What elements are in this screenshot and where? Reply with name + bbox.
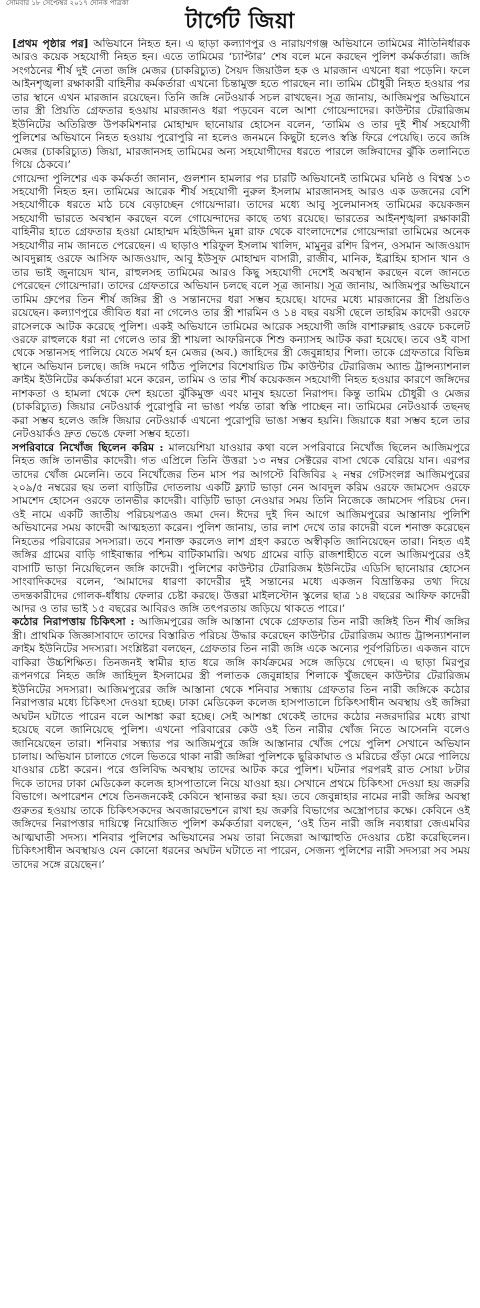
paragraph-text: মালয়েশিয়া যাওয়ার কথা বলে সপরিবারে নিখোঁজ ছিলেন আজিমপুরে নিহত জঙ্গি তানভীর কাদেরী। গত এপ্রিলে তিনি উত্তরা ১৩ নম্বর সেক্টরের বাসা থেকে বেরিয়ে যান। এরপর তাদের খোঁজ মেলেনি। তবে নিখোঁজের তিন মাস পর আগস্টে বিজিবির ২ নম্বর গেটসংলগ্ন আজিমপুরের ২০৯/৫ নম্বরের ছয় তলা বাড়িটির দোতলায় একটি ফ্ল্যাট ভাড়া নেন আবদুল করিম ওরফে জামসেদ ওরফে সামশেদ হোসেন ওরফে তানভীর কাদেরী। বাড়িটি ভাড়া নেওয়ার সময় তিনি নিজেকে জামসেদ পরিচয় দেন। ওই নামে একটি জাতীয় পরিচয়পত্রও জমা দেন। ঈদের দুই দিন আগে আজিমপুরের আস্তানায় পুলিশি অভিযানের সময় কাদেরী আত্মহত্যা করেন। পুলিশ জানায়, তার লাশ দেখে তার কাদেরী বলে শনাক্ত করেছেন নিহতের পরিবারের সদস্যরা। তবে শনাক্ত করলেও লাশ গ্রহণ করতে অস্বীকৃতি জানিয়েছেন তারা। নিহত এই জঙ্গির গ্রামের বাড়ি গাইবান্ধার পশ্চিম বাটিকামারি। অথচ গ্রামের বাড়ি রাজশাহীতে বলে আজিমপুরের ওই বাসাটি ভাড়া নিয়েছিলেন জঙ্গি কাদেরী। পুলিশের কাউন্টার টেরারিজম ইউনিটের এডিসি ছানোয়ার হোসেন সাংবাদিকদের বলেন, ‘আমাদের ধারণা কাদেরীর দুই সন্তানের মধ্যে একজন বিভ্রান্তিকর তথ্য দিয়ে তদন্তকারীদের গোলক-ধাঁধায় ফেলার চেষ্টা করছে। উত্তরা মাইলস্টোন স্কুলের ছাত্র ১৪ বছরের আফিফ কাদেরী আদর ও তার ভাই ১৫ বছরের আবিরও জঙ্গি তৎপরতায় জড়িয়ে থাকতে পারে।’ bbox=[12, 441, 470, 616]
paragraph-text: আজিমপুরের জঙ্গি আস্তানা থেকে গ্রেফতার তিন নারী জঙ্গিই তিন শীর্ষ জঙ্গির স্ত্রী। প্রাথমিক জিজ্ঞাসাবাদে তাদের বিস্তারিত পরিচয় উদ্ধার করেছেন কাউন্টার টেরারিজম অ্যান্ড ট্রান্সন্যাশনাল ক্রাইম ইউনিটের সদস্যরা। সংশ্লিষ্টরা বলছেন, গ্রেফতার তিন নারী জঙ্গি একে অন্যের পূর্বপরিচিত। একজন বাদে বাকিরা উচ্চশিক্ষিত। তিনজনই স্বামীর হাত ধরে জঙ্গি কার্যক্রমের সঙ্গে জড়িয়ে গেছেন। এ ছাড়া মিরপুর রূপনগরে নিহত জঙ্গি জাহিদুল ইসলামের স্ত্রী পলাতক জেবুন্নাহার শিলাকে খুঁজছেন কাউন্টার টেরারিজম ইউনিটের সদস্যরা। আজিমপুরের জঙ্গি আস্তানা থেকে শনিবার সন্ধ্যায় গ্রেফতার তিন নারী জঙ্গিকে কঠোর নিরাপত্তার মধ্যে চিকিৎসা দেওয়া হচ্ছে। ঢাকা মেডিকেল কলেজ হাসপাতালে চিকিৎসাধীন অবস্থায় ওই জঙ্গিরা অঘটন ঘটাতে পারেন বলে আশঙ্কা করা হচ্ছে। সেই আশঙ্কা থেকেই তাদের কঠোর নজরদারির মধ্যে রাখা হয়েছে বলে জানিয়েছে পুলিশ। এখনো পরিবারের কেউ ওই তিন নারীর খোঁজ নিতে আসেননি বলেও জানিয়েছেন তারা। শনিবার সন্ধ্যার পর আজিমপুরে জঙ্গি আস্তানার খোঁজ পেয়ে পুলিশ সেখানে অভিযান চালায়। অভিযান চালাতে গেলে ভিতরে থাকা নারী জঙ্গিরা পুলিশকে ছুরিকাঘাত ও মরিচের গুঁড়া মেরে পালিয়ে যাওয়ার চেষ্টা করেন। পরে গুলিবিদ্ধ অবস্থায় তাদের আটক করে পুলিশ। ঘটনার পরপরই রাত সোয়া ৮টার দিকে তাদের ঢাকা মেডিকেল কলেজ হাসপাতালে নিয়ে যাওয়া হয়। সেখানে প্রথমে চিকিৎসা দেওয়া হয় জরুরি বিভাগে। অপারেশন শেষে তিনজনকেই কেবিনে স্থানান্তর করা হয়। তবে জেবুন্নাহার নামের নারী জঙ্গির অবস্থা গুরুতর হওয়ায় তাকে চিকিৎসকদের অবজারভেশনে রাখা হয় জরুরি বিভাগের অস্ত্রোপচার কক্ষে। কেবিনে ওই জঙ্গিদের নিরাপত্তার দায়িত্বে নিয়োজিত পুলিশ কর্মকর্তারা বলছেন, ‘ওই তিন নারী জঙ্গি নব্যধারা জেএমবির আত্মঘাতী সদস্য। শনিবার পুলিশের অভিযানের সময় তারা নিজেরা আত্মাহুতি দেওয়ার চেষ্টা করেছিলেন। চিকিৎসাধীন অবস্থায়ও যেন কোনো ধরনের অঘটন ঘটাতে না পারেন, সেজন্য পুলিশের নারী সদস্যরা সব সময় তাদের সঙ্গে রয়েছেন।’ bbox=[12, 616, 470, 871]
paragraph-treatment bbox=[12, 616, 470, 872]
paragraph-lead: কঠোর নিরাপত্তায় চিকিৎসা : bbox=[12, 616, 135, 629]
paragraph-intro bbox=[12, 38, 470, 173]
paragraph-lead: [প্রথম পৃষ্ঠার পর] bbox=[12, 38, 89, 50]
paragraph-network bbox=[12, 173, 470, 442]
paragraph-karim bbox=[12, 442, 470, 617]
paragraph-text: গোয়েন্দা পুলিশের এক কর্মকর্তা জানান, গুলশান হামলার পর চারটি অভিযানেই তামিমের ঘনিষ্ঠ ও বিশ্বস্ত ১৩ সহযোগী নিহত হন। তামিমের আরেক শীর্ষ সহযোগী নুরুল ইসলাম মারজানসহ আরও এক ডজনের বেশি সহযোগীকে ধরতে মাঠ চষে বেড়াচ্ছেন গোয়েন্দারা। তাদের মধ্যে আবু সুলেমানসহ তামিমের কয়েকজন সহযোগী ভারতে অবস্থান করছেন বলে গোয়েন্দাদের কাছে তথ্য রয়েছে। ভারতের আইনশৃঙ্খলা রক্ষাকারী বাহিনীর হাতে গ্রেফতার হওয়া মোহাম্মদ মহিউদ্দিন মুন্না রাফ থেকে বাংলাদেশের গোয়েন্দারা তামিমের অনেক সহযোগীর নাম জানতে পেরেছেন। এ ছাড়াও শরিফুল ইসলাম খালিদ, মামুনুর রশিদ রিপন, ওসমান আজওয়াদ আবদুল্লাহ ওরফে আসিফ আজওয়াদ, আবু ইউসুফ মোহাম্মদ বাসারী, রাজীব, মানিক, ইব্রাহিম হাসান খান ও তার ভাই জুনায়েদ খান, রাহুলসহ তামিমের আরও কিছু সহযোগী দেশেই অবস্থান করছেন বলে জানতে পেরেছেন গোয়েন্দারা। তাদের গ্রেফতারে অভিযান চলছে বলে সূত্র জানায়। সূত্র জানায়, আজিমপুর অভিযানে তামিম গ্রুপের তিন শীর্ষ জঙ্গির স্ত্রী ও সন্তানদের ধরা সম্ভব হয়েছে। যাদের মধ্যে মারজানের স্ত্রী প্রিয়তিও রয়েছেন। কল্যাণপুরে জীবিত ধরা না গেলেও তার স্ত্রী শারমিন ও ১৪ বছর বয়সী ছেলে তাহরিম কাদেরী ওরফে রাসেলকে আটক করেছে পুলিশ। একই অভিযানে তামিমের আরেক সহযোগী জঙ্গি বাশারুল্লাহ ওরফে চকলেট ওরফে রাহুলকে ধরা না গেলেও তার স্ত্রী শায়লা আফরিনকে শিশু কন্যাসহ আটক করা হয়েছে। তবে ওই বাসা থেকে সন্তানসহ পালিয়ে যেতে সমর্থ হন মেজর (অব.) জাহিদের স্ত্রী জেবুন্নাহার শিলা। তাকে গ্রেফতারে বিভিন্ন স্থানে অভিযান চলছে। জঙ্গি দমনে গঠিত পুলিশের বিশেষায়িত টিম কাউন্টার টেরারিজম অ্যান্ড ট্রান্সন্যাশনাল ক্রাইম ইউনিটের কর্মকর্তারা মনে করেন, তামিম ও তার শীর্ষ কয়েকজন সহযোগী নিহত হওয়ার কারণে জঙ্গিদের নাশকতা ও হামলা থেকে দেশ হয়তো ঝুঁকিমুক্ত এবং মানুষ হয়তো নিরাপদ। কিন্তু তামিম চৌধুরী ও মেজর (চাকরিচ্যুত) জিয়ার নেটওয়ার্ক পুরোপুরি না ভাঙা পর্যন্ত তারা স্বস্তি পাচ্ছেন না। তামিমের নেটওয়ার্ক তছনছ করা সম্ভব হলেও জঙ্গি জিয়ার নেটওয়ার্ক এখনো পুরোপুরি ভাঙা সম্ভব হয়নি। জিয়াকে ধরা সম্ভব হলে তার নেটওয়ার্কও দ্রুত ভেঙে ফেলা সম্ভব হতো। bbox=[12, 172, 470, 441]
page-top-strip: সোমবার ১৮ সেপ্টেম্বর ২০১৭ দৈনিক পত্রিকা bbox=[6, 0, 129, 6]
article-body bbox=[12, 38, 470, 1304]
paragraph-lead: সপরিবারে নিখোঁজ ছিলেন করিম : bbox=[12, 441, 164, 454]
paragraph-text: অভিযানে নিহত হন। এ ছাড়া কল্যাণপুর ও নারায়ণগঞ্জ অভিযানে তামিমের নীতিনির্ধারক আরও কয়েক সহযোগী নিহত হন। এতে তামিমের ‘চ্যাপ্টার’ শেষ বলে মনে করছেন পুলিশ কর্মকর্তারা। জঙ্গি সংগঠনের শীর্ষ দুই নেতা জঙ্গি মেজর (চাকরিচ্যুত) সৈয়দ জিয়াউল হক ও মারজান এখনো ধরা পড়েনি। ফলে আইনশৃঙ্খলা রক্ষাকারী বাহিনীর কর্মকর্তারা এখনো চিন্তামুক্ত হতে পারছেন না। তামিম চৌধুরী নিহত হওয়ার পর তার স্থানে এখন মারজান রয়েছেন। তিনি জঙ্গি নেটওয়ার্ক সচল রাখছেন। সূত্র জানায়, আজিমপুর অভিযানে তার স্ত্রী প্রিয়তি গ্রেফতার হওয়ায় মারজানও ধরা পড়বেন বলে আশা গোয়েন্দাদের। কাউন্টার টেরারিজম ইউনিটের অতিরিক্ত উপকমিশনার মোহাম্মদ ছানোয়ার হোসেন বলেন, ‘তামিম ও তার দুই শীর্ষ সহযোগী পুলিশের অভিযানে নিহত হওয়ায় পুরোপুরি না হলেও জনমনে কিছুটা হলেও স্বস্তি ফিরে পেয়েছি। তবে জঙ্গি মেজর (চাকরিচ্যুত) জিয়া, মারজানসহ তামিমের অন্য সহযোগীদের ধরতে পারলে জঙ্গিবাদের ঝুঁকি তলানিতে গিয়ে ঠেকবে।’ bbox=[12, 38, 470, 172]
headline: টার্গেট জিয়া bbox=[185, 9, 295, 34]
